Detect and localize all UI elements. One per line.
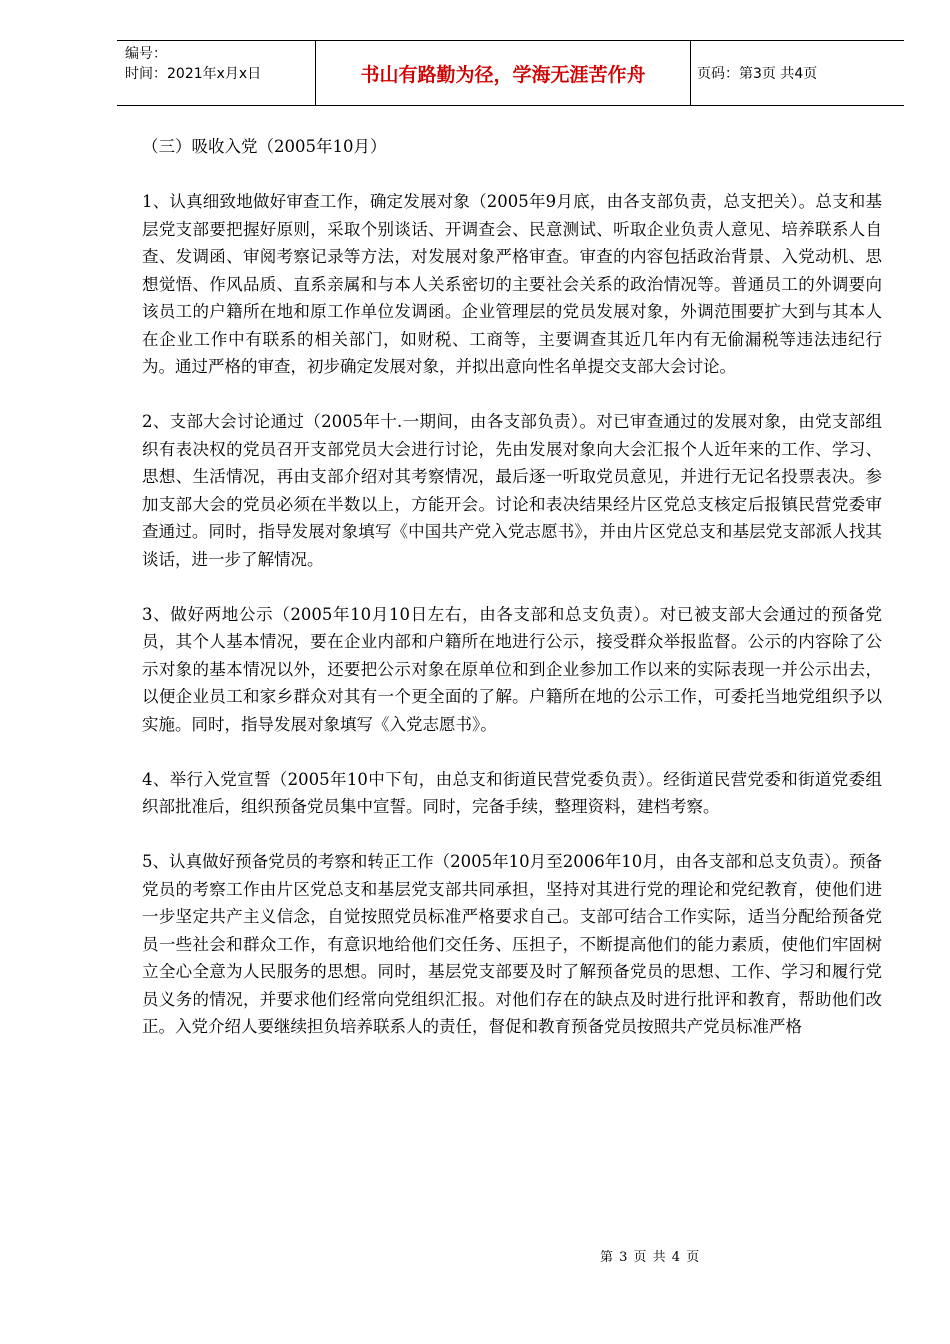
document-time-label: 时间：2021年x月x日 [125,66,262,82]
paragraph-1: 1、认真细致地做好审查工作，确定发展对象（2005年9月底，由各支部负责，总支把关）。总支和基层党支部要把握好原则，采取个别谈话、开调查会、民意测试、听取企业负责人意见、培养联系人自查、发调函、审阅考察记录等方法，对发展对象严格审查。审查的内容包括政治背景、入党动机、思想觉悟、作风品质、直系亲属和与本人关系密切的主要社会关系的政治情况等。普通员工的外调要向该员工的户籍所在地和原工作单位发调函。企业管理层的党员发展对象，外调范围要扩大到与其本人在企业工作中有联系的相关部门，如财税、工商等，主要调查其近几年内有无偷漏税等违法违纪行为。通过严格的审查，初步确定发展对象，并拟出意向性名单提交支部大会讨论。 [142,192,882,376]
header-motto: 书山有路勤为径，学海无涯苦作舟 [315,41,691,105]
paragraph-3: 3、做好两地公示（2005年10月10日左右，由各支部和总支负责）。对已被支部大会通过的预备党员，其个人基本情况，要在企业内部和户籍所在地进行公示，接受群众举报监督。公示的内容除了公示对象的基本情况以外，还要把公示对象在原单位和到企业参加工作以来的实际表现一并公示出去，以便企业员工和家乡群众对其有一个更全面的了解。户籍所在地的公示工作，可委托当地党组织予以实施。同时，指导发展对象填写《入党志愿书》。 [142,604,882,734]
document-body [142,133,882,1041]
paragraph-5: 5、认真做好预备党员的考察和转正工作（2005年10月至2006年10月，由各支部和总支负责）。预备党员的考察工作由片区党总支和基层党支部共同承担，坚持对其进行党的理论和党纪教育，使他们进一步坚定共产主义信念，自觉按照党员标准严格要求自己。支部可结合工作实际，适当分配给预备党员一些社会和群众工作，有意识地给他们交任务、压担子，不断提高他们的能力素质，使他们牢固树立全心全意为人民服务的思想。同时，基层党支部要及时了解预备党员的思想、工作、学习和履行党员义务的情况，并要求他们经常向党组织汇报。对他们存在的缺点及时进行批评和教育，帮助他们改正。入党介绍人要继续担负培养联系人的责任，督促和教育预备党员按照共产党员标准严格 [142,852,882,1036]
paragraph-4: 4、举行入党宣誓（2005年10中下旬，由总支和街道民营党委负责）。经街道民营党委和街道党委组织部批准后，组织预备党员集中宣誓。同时，完备手续，整理资料，建档考察。 [142,769,882,816]
paragraph-2: 2、支部大会讨论通过（2005年十.一期间，由各支部负责）。对已审查通过的发展对象，由党支部组织有表决权的党员召开支部党员大会进行讨论，先由发展对象向大会汇报个人近年来的工作、学习、思想、生活情况，再由支部介绍对其考察情况，最后逐一听取党员意见，并进行无记名投票表决。参加支部大会的党员必须在半数以上，方能开会。讨论和表决结果经片区党总支核定后报镇民营党委审查通过。同时，指导发展对象填写《中国共产党入党志愿书》，并由片区党总支和基层党支部派人找其谈话，进一步了解情况。 [142,412,882,569]
document-number-label: 编号： [125,46,167,62]
header-meta [125,44,310,84]
page-header [117,40,904,106]
section-title: （三）吸收入党（2005年10月） [142,137,387,156]
page-footer: 第 3 页 共 4 页 [600,1250,701,1265]
header-page-label: 页码：第3页 共4页 [697,66,818,82]
